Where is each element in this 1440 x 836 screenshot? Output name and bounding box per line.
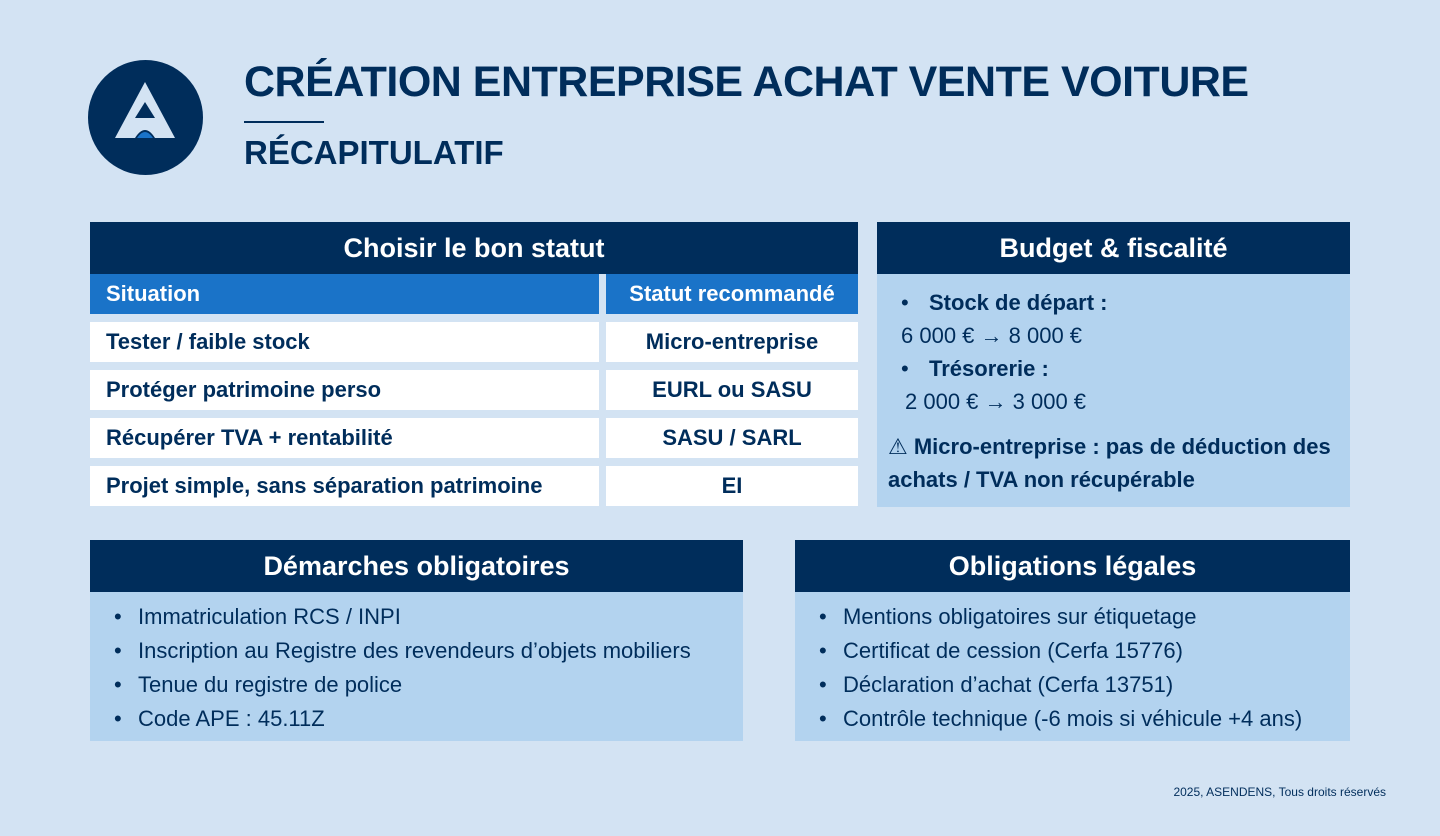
- table-cell-situation: Projet simple, sans séparation patrimoine: [90, 466, 599, 506]
- column-header-statut: Statut recommandé: [606, 274, 858, 314]
- list-item: • Inscription au Registre des revendeurs d’objets mobiliers: [90, 634, 743, 668]
- obligations-title: Obligations légales: [795, 540, 1350, 592]
- budget-item: [877, 286, 1350, 352]
- list-item: • Certificat de cession (Cerfa 15776): [795, 634, 1350, 668]
- table-cell-statut: EURL ou SASU: [606, 370, 858, 410]
- list-item: • Code APE : 45.11Z: [90, 702, 743, 736]
- list-item: • Déclaration d’achat (Cerfa 13751): [795, 668, 1350, 702]
- warning-icon: ⚠: [888, 434, 908, 459]
- budget-item-label: Stock de départ :: [929, 290, 1108, 315]
- title-divider: [244, 121, 324, 123]
- page-subtitle: RÉCAPITULATIF: [244, 134, 504, 171]
- list-item: • Contrôle technique (-6 mois si véhicule +4 ans): [795, 702, 1350, 736]
- budget-panel: [877, 222, 1350, 507]
- table-cell-situation: Protéger patrimoine perso: [90, 370, 599, 410]
- copyright-footer: 2025, ASENDENS, Tous droits réservés: [1173, 785, 1386, 799]
- asendens-logo-icon: [88, 60, 203, 175]
- page-title: CRÉATION ENTREPRISE ACHAT VENTE VOITURE: [244, 58, 1249, 106]
- list-item: • Mentions obligatoires sur étiquetage: [795, 600, 1350, 634]
- table-cell-situation: Tester / faible stock: [90, 322, 599, 362]
- budget-item-label: Trésorerie :: [929, 356, 1049, 381]
- obligations-panel: [795, 540, 1350, 741]
- list-item: • Immatriculation RCS / INPI: [90, 600, 743, 634]
- warning-text: Micro-entreprise : pas de déduction des achats / TVA non récupérable: [888, 434, 1331, 492]
- budget-item: [877, 352, 1350, 418]
- table-cell-statut: SASU / SARL: [606, 418, 858, 458]
- budget-warning: [877, 418, 1350, 496]
- budget-title: Budget & fiscalité: [877, 222, 1350, 274]
- budget-item-value: 2 000 € → 3 000 €: [905, 389, 1087, 414]
- list-item: • Tenue du registre de police: [90, 668, 743, 702]
- column-header-situation: Situation: [90, 274, 599, 314]
- budget-item-value: 6 000 € → 8 000 €: [901, 323, 1083, 348]
- table-cell-statut: EI: [606, 466, 858, 506]
- demarches-title: Démarches obligatoires: [90, 540, 743, 592]
- demarches-panel: [90, 540, 743, 741]
- statut-title: Choisir le bon statut: [90, 222, 858, 274]
- statut-table: [90, 222, 858, 507]
- table-cell-statut: Micro-entreprise: [606, 322, 858, 362]
- table-cell-situation: Récupérer TVA + rentabilité: [90, 418, 599, 458]
